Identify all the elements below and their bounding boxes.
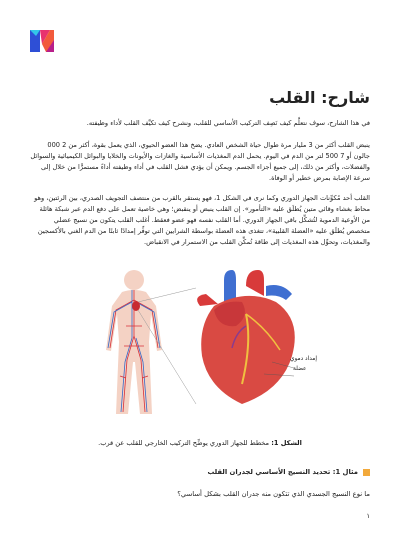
human-body-illustration	[106, 270, 162, 414]
body-paragraph-2: القلب أحد مُكوِّنات الجهاز الدوري وكما نرى في الشكل 1، فهو يستقر بالقرب من منتصف التجويف الصدري، بين الرئتين، وهو محاط بغشاء وقائي متين يُطلَق عليه «التأمور». إن القلب ينبض أو ينقبض؛ وهي خاصية تعمل على دفع الدم عبر شبكة هائلة من الأوعية الدموية لتُشكِّل باقي الجهاز الدوري. أما القلب نفسه فهو عضو فعقط. أغلب القلب يتكون من نسيج عضلي متخصص يُطلَق عليه «العضلة القلبية»، تتغذى هذه العضلة بواسطة الشرايين التي توفِّر إمدادًا ثابتًا من الدم الغني بالأكسجين والمغذيات، وتحوِّل هذه المغذيات إلى طاقة تُمكِّن القلب من الاستمرار في الانقباض.	[34, 194, 370, 246]
figure-caption	[30, 439, 370, 447]
page-number: ١	[366, 512, 370, 520]
bullet-square-icon	[363, 469, 370, 476]
example-question: ما نوع النسيج الجسدي الذي تتكون منه جدران القلب بشكل أساسي؟	[177, 490, 370, 498]
circulatory-system-figure	[96, 266, 314, 416]
nagwa-logo[interactable]	[28, 26, 56, 54]
example-heading	[207, 468, 370, 476]
page-title: شارح: القلب	[269, 88, 370, 107]
label-blood-supply: إمداد دموي	[290, 356, 318, 362]
label-muscle: عضلة	[293, 366, 307, 372]
heart-illustration	[197, 270, 295, 404]
intro-paragraph: في هذا الشارح، سوف نتعلَّم كيف نَصِف التركيب الأساسي للقلب، ونشرح كيف تكيَّف القلب لأداء وظيفته.	[86, 119, 370, 127]
figure-caption-label: الشكل 1:	[271, 439, 302, 447]
figure-caption-text: مخطط للجهاز الدوري يوضِّح التركيب الخارجي للقلب عن قرب.	[98, 439, 272, 447]
example-title: مثال 1: تحديد النسيج الأساسي لجدران القلب	[207, 468, 358, 476]
body-paragraph-1: ينبض القلب أكثر من 3 مليار مرة طوال حياة الشخص العادي. يضخ هذا العضو الحيوي، الذي يعمل بقوة، أكثر من 2 000 جالون أو 7 500 لتر من الدم في اليوم. يحمل الدم المغذيات الأساسية والغازات والأيونات والخلايا والبوائل الكيميائية والسوائل والفضلات، وأكثر من ذلك، إلى جميع أجزاء الجسم. ويمكن أن يؤدي فشل القلب في أداء وظيفته أداءً مستمرًّا من خلال إلى سرعة الإصابة بمرض خطير أو الوفاة.	[30, 141, 370, 182]
